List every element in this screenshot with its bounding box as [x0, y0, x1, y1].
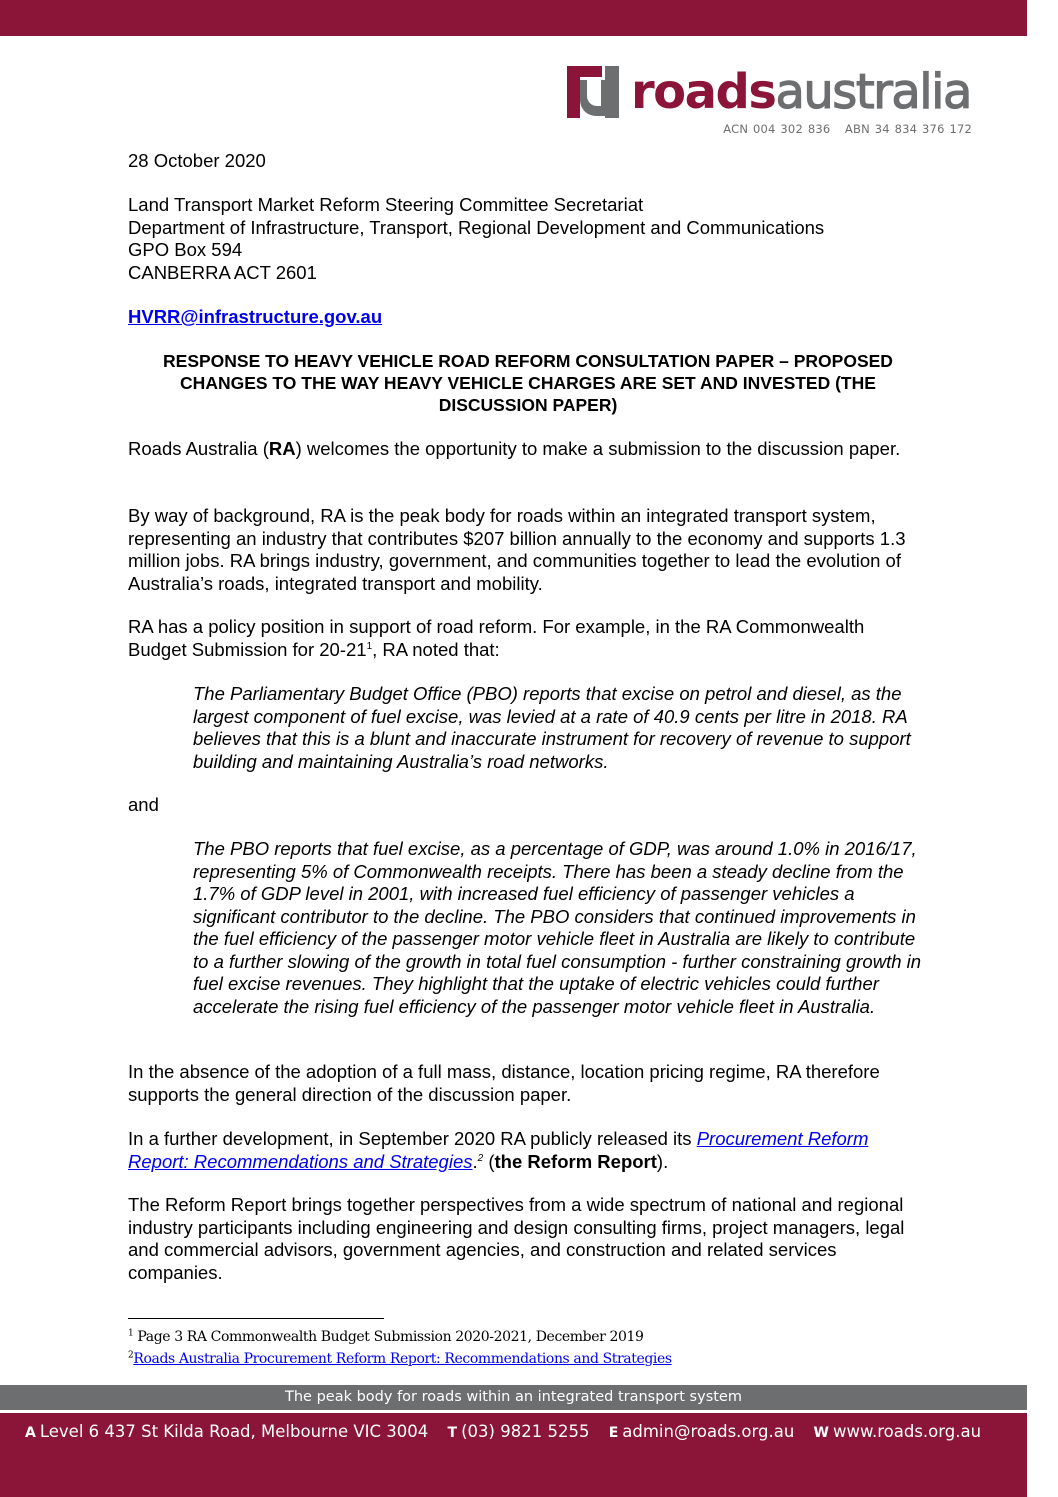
text: ( [483, 1150, 495, 1172]
letter-date: 28 October 2020 [128, 150, 266, 171]
quote-1: The Parliamentary Budget Office (PBO) reports that excise on petrol and diesel, as the largest component of fuel excise, was levied at a rate of 40.9 cents per litre in 2018. RA believes that this is a blunt and inaccurate instrument for recovery of revenue to support building and maintaining Australia’s road networks. [193, 683, 911, 772]
footnote-text: Page 3 RA Commonwealth Budget Submission 2020-2021, December 2019 [133, 1329, 644, 1345]
text: ). [656, 1150, 669, 1172]
footer-contact-bar [0, 1413, 1027, 1497]
procurement-report-link[interactable]: Procurement Reform Report: Recommendations and Strategies [128, 1128, 869, 1172]
footer-email[interactable]: admin@roads.org.au [622, 1422, 795, 1441]
footnote-2 [128, 1349, 672, 1369]
address-line: GPO Box 594 [128, 239, 243, 260]
footnote-number: 1 [128, 1328, 134, 1339]
text: RA has a policy position in support of road reform. For example, in the RA Commonwealth Budget Submission for 20-21 [128, 616, 865, 660]
logo-wordmark [631, 64, 971, 120]
recipient-address [128, 194, 928, 284]
footer-phone[interactable]: (03) 9821 5255 [461, 1422, 590, 1441]
footer-website[interactable]: www.roads.org.au [833, 1422, 982, 1441]
footnote-separator [128, 1318, 384, 1319]
bold-term: the Reform Report [494, 1150, 657, 1172]
footnote-link[interactable]: Roads Australia Procurement Reform Report: Recommendations and Strategies [133, 1351, 672, 1367]
text: In a further development, in September 2020 RA publicly released its [128, 1128, 697, 1149]
phone-label: T [447, 1425, 458, 1441]
quote-2: The PBO reports that fuel excise, as a percentage of GDP, was around 1.0% in 2016/17, representing 5% of Commonwealth receipts. There has been a steady decline from the 1.7% of GDP level in 2001, with increased fuel efficiency of passenger vehicles a significant contributor to the decline. The PBO considers that continued improvements in the fuel efficiency of the passenger motor vehicle fleet in Australia are likely to contribute to a further slowing of the growth in total fuel consumption - further constraining growth in fuel excise revenues. They highlight that the uptake of electric vehicles could further accelerate the rising fuel efficiency of the passenger motor vehicle fleet in Australia. [193, 838, 922, 1017]
logo-roads: roads [631, 64, 776, 120]
address-line: Land Transport Market Reform Steering Committee Secretariat [128, 194, 644, 215]
paragraph-policy [128, 616, 928, 661]
text: . [472, 1150, 478, 1172]
address-label: A [25, 1425, 36, 1441]
web-label: W [813, 1425, 829, 1441]
footnote-1 [128, 1327, 643, 1347]
roads-australia-logo [567, 64, 971, 120]
paragraph-intro [128, 438, 928, 461]
email-label: E [608, 1425, 619, 1441]
footer-tagline: The peak body for roads within an integrated transport system [0, 1385, 1027, 1410]
text: Roads Australia ( [128, 438, 269, 459]
paragraph-support: In the absence of the adoption of a full mass, distance, location pricing regime, RA therefore supports the general direction of the discussion paper. [128, 1061, 880, 1105]
footer-address: Level 6 437 St Kilda Road, Melbourne VIC 3004 [39, 1422, 429, 1441]
address-line: Department of Infrastructure, Transport, Regional Development and Communications [128, 216, 825, 238]
contact-details [25, 1422, 981, 1441]
paragraph-background: By way of background, RA is the peak body for roads within an integrated transport system, representing an industry that contributes $207 billion annually to the economy and supports 1.3 million jobs. RA brings industry, government, and communities together to lead the evolution of Australia’s roads, integrated transport and mobility. [128, 505, 906, 594]
email-paragraph [128, 306, 928, 329]
letter-heading: RESPONSE TO HEAVY VEHICLE ROAD REFORM CONSULTATION PAPER – PROPOSED CHANGES TO THE WAY HEAVY VEHICLE CHARGES ARE SET AND INVESTED (THE DISCUSSION PAPER) [163, 351, 893, 415]
footnote-ref[interactable]: 1 [366, 640, 373, 652]
address-line: CANBERRA ACT 2601 [128, 261, 317, 283]
text: ) welcomes the opportunity to make a submission to the discussion paper. [295, 438, 901, 459]
ra-logo-mark-icon [567, 64, 621, 120]
and-text: and [128, 794, 159, 815]
paragraph-reform-details: The Reform Report brings together perspectives from a wide spectrum of national and regional industry participants including engineering and design consulting firms, project managers, legal and commercial advisors, government agencies, and construction and related services companies. [128, 1194, 905, 1283]
bold-term: RA [268, 438, 296, 459]
registration-numbers: ACN 004 302 836 ABN 34 834 376 172 [723, 122, 972, 136]
text: , RA noted that: [372, 638, 500, 660]
paragraph-reform-report [128, 1128, 928, 1173]
recipient-email-link[interactable]: HVRR@infrastructure.gov.au [128, 306, 383, 327]
footnote-number: 2 [128, 1350, 134, 1361]
header-bar [0, 0, 1027, 36]
logo-australia: australia [775, 64, 971, 120]
footnote-ref[interactable]: 2 [477, 1152, 484, 1164]
